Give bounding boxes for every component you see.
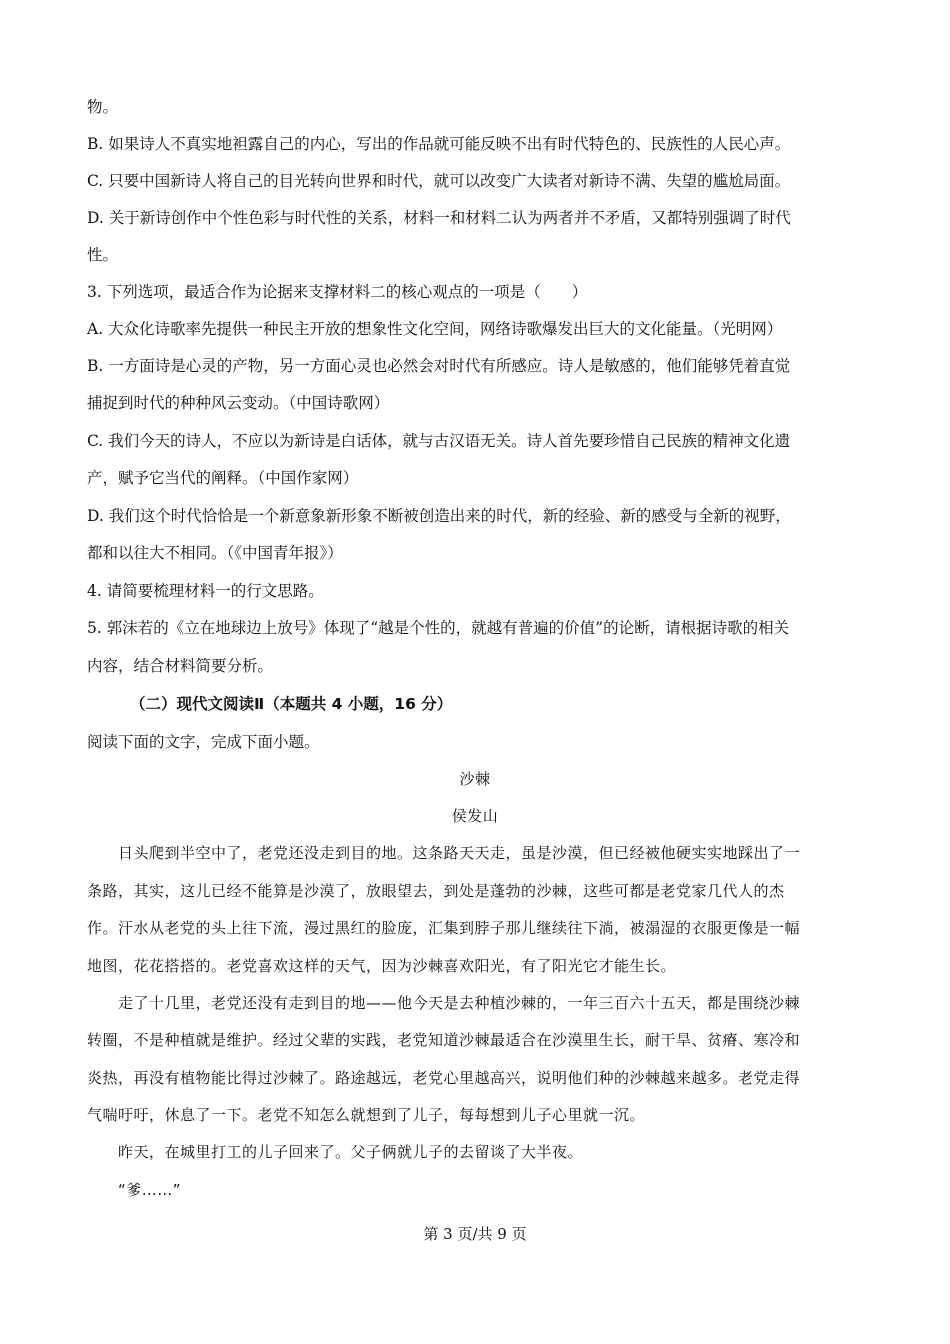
option-b: B. 如果诗人不真实地袒露自己的内心，写出的作品就可能反映不出有时代特色的、民族性的人民心声。 — [87, 135, 791, 153]
story-author: 侯发山 — [451, 807, 499, 825]
q3-option-b: B. 一方面诗是心灵的产物，另一方面心灵也必然会对时代有所感应。诗人是敏感的，他们能够凭着直觉 — [87, 357, 791, 375]
story-line: 条路，其实，这儿已经不能算是沙漠了，放眼望去，到处是蓬勃的沙棘，这些可都是老党家几代人的杰 — [87, 882, 785, 900]
q3-option-c: C. 我们今天的诗人，不应以为新诗是白话体，就与古汉语无关。诗人首先要珍惜自己民族的精神文化遗 — [87, 432, 791, 450]
option-d-continuation: 性。 — [87, 246, 119, 264]
q3-option-a: A. 大众化诗歌率先提供一种民主开放的想象性文化空间，网络诗歌爆发出巨大的文化能量。（光明网） — [87, 320, 783, 338]
option-a-continuation: 物。 — [87, 98, 119, 116]
story-paragraph-1: 日头爬到半空中了，老党还没走到目的地。这条路天天走，虽是沙漠，但已经被他硬实实地踩出了一 — [118, 844, 801, 862]
question-5-continuation: 内容，结合材料简要分析。 — [87, 657, 274, 675]
reading-instruction: 阅读下面的文字，完成下面小题。 — [87, 733, 320, 751]
option-c: C. 只要中国新诗人将自己的目光转向世界和时代，就可以改变广大读者对新诗不满、失望的尴尬局面。 — [87, 172, 791, 190]
question-5: 5. 郭沫若的《立在地球边上放号》体现了“越是个性的，就越有普遍的价值”的论断，请根据诗歌的相关 — [87, 619, 790, 637]
story-line: 地图，花花搭搭的。老党喜欢这样的天气，因为沙棘喜欢阳光，有了阳光它才能生长。 — [87, 957, 677, 975]
story-paragraph-2: 走了十几里，老党还没有走到目的地——他今天是去种植沙棘的，一年三百六十五天，都是围绕沙棘 — [118, 994, 801, 1012]
q3-option-b-continuation: 捕捉到时代的种种风云变动。（中国诗歌网） — [87, 394, 390, 412]
story-paragraph-3: 昨天，在城里打工的儿子回来了。父子俩就儿子的去留谈了大半夜。 — [118, 1143, 584, 1161]
story-line: 炎热，再没有植物能比得过沙棘了。路途越远，老党心里越高兴，说明他们种的沙棘越来越多。老党走得 — [87, 1069, 801, 1087]
option-d: D. 关于新诗创作中个性色彩与时代性的关系，材料一和材料二认为两者并不矛盾，又都特别强调了时代 — [87, 209, 791, 227]
q3-option-c-continuation: 产，赋予它当代的阐释。（中国作家网） — [87, 469, 359, 487]
section-heading: （二）现代文阅读Ⅱ（本题共 4 小题，16 分） — [130, 695, 453, 713]
q3-option-d-continuation: 都和以往大不相同。（《中国青年报》） — [87, 544, 343, 562]
question-3: 3. 下列选项，最适合作为论据来支撑材料二的核心观点的一项是（ ） — [87, 283, 588, 301]
story-line: 作。汗水从老党的头上往下流，漫过黑红的脸庞，汇集到脖子那儿继续往下淌，被溻湿的衣服更像是一幅 — [87, 919, 801, 937]
q3-option-d: D. 我们这个时代恰恰是一个新意象新形象不断被创造出来的时代，新的经验、新的感受与全新的视野， — [87, 507, 791, 525]
story-line: 转圈，不是种植就是维护。经过父辈的实践，老党知道沙棘最适合在沙漠里生长，耐干旱、贫瘠、寒冷和 — [87, 1031, 801, 1049]
story-dialogue: “爹……” — [118, 1181, 182, 1199]
story-title: 沙棘 — [459, 770, 491, 788]
question-4: 4. 请简要梳理材料一的行文思路。 — [87, 582, 324, 600]
page-footer: 第 3 页/共 9 页 — [423, 1225, 527, 1243]
story-line: 气喘吁吁，休息了一下。老党不知怎么就想到了儿子，每每想到儿子心里就一沉。 — [87, 1106, 646, 1124]
